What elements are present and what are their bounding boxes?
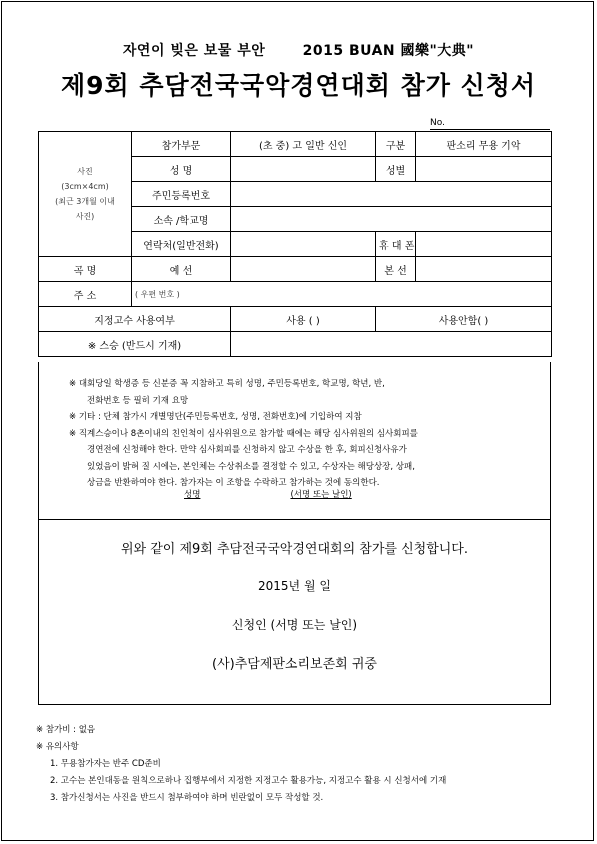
division-label: 구분 bbox=[376, 132, 416, 157]
id-field[interactable] bbox=[231, 182, 552, 207]
mobile-label: 휴 대 폰 bbox=[376, 232, 416, 257]
note-3d: 상금을 반환하여야 한다. 참가자는 이 조항을 수락하고 참가하는 것에 동의한다. bbox=[87, 478, 380, 488]
subtitle bbox=[0, 40, 597, 60]
mobile-field[interactable] bbox=[416, 232, 552, 257]
final-label: 본 선 bbox=[376, 257, 416, 282]
final-field[interactable] bbox=[416, 257, 552, 282]
subtitle-left: 자연이 빚은 보물 부안 bbox=[122, 43, 266, 59]
caution-heading: ※ 유의사항 bbox=[36, 742, 79, 752]
note-2: ※ 기타 : 단체 참가시 개별명단(주민등록번호, 성명, 전화번호)에 기입하여 지참 bbox=[69, 412, 362, 422]
name-label: 성 명 bbox=[132, 157, 231, 182]
sign-hint: (서명 또는 날인) bbox=[290, 490, 352, 500]
page-title: 제9회 추담전국국악경연대회 참가 신청서 bbox=[60, 71, 537, 100]
sign-label: 성명 bbox=[184, 490, 201, 500]
declaration-date[interactable]: 2015년 월 일 bbox=[258, 579, 331, 593]
gender-field[interactable] bbox=[416, 157, 552, 182]
affiliation-label: 소속 /학교명 bbox=[132, 207, 231, 232]
category-label: 참가부문 bbox=[132, 132, 231, 157]
prelim-label: 예 선 bbox=[132, 257, 231, 282]
caution-1: 1. 무용참가자는 반주 CD준비 bbox=[50, 759, 161, 769]
category-levels[interactable]: (초 중) 고 일반 신인 bbox=[231, 132, 376, 157]
note-1b: 전화번호 등 필히 기재 요망 bbox=[87, 395, 189, 406]
set-piece-label: 지정고수 사용여부 bbox=[39, 307, 231, 332]
not-use-option[interactable]: 사용안함( ) bbox=[376, 307, 552, 332]
gender-label: 성별 bbox=[376, 157, 416, 182]
note-3b: 경연전에 신청해야 한다. 만약 심사회피를 신청하지 않고 수상을 한 후, 회피신청사유가 bbox=[87, 445, 407, 455]
phone-label: 연락처(일반전화) bbox=[132, 232, 231, 257]
note-3: ※ 직계스승이나 8촌이내의 친인척이 심사위원으로 참가할 때에는 해당 심사위원의 심사회피를 bbox=[69, 428, 418, 439]
subtitle-right: 2015 BUAN 國樂"大典" bbox=[302, 43, 475, 59]
division-options[interactable]: 판소리 무용 기악 bbox=[416, 132, 552, 157]
address-label: 주 소 bbox=[39, 282, 132, 307]
use-option[interactable]: 사용 ( ) bbox=[231, 307, 376, 332]
declaration-applicant[interactable]: 신청인 (서명 또는 날인) bbox=[231, 618, 358, 632]
id-label: 주민등록번호 bbox=[132, 182, 231, 207]
name-field[interactable] bbox=[231, 157, 376, 182]
fee-note: ※ 참가비 : 없음 bbox=[36, 725, 96, 735]
declaration-text: 위와 같이 제9회 추담전국국악경연대회의 참가를 신청합니다. bbox=[120, 542, 468, 557]
footer-notes bbox=[36, 722, 446, 807]
affiliation-field[interactable] bbox=[231, 207, 552, 232]
declaration-org: (사)추담제판소리보존회 귀중 bbox=[212, 657, 377, 672]
no-field[interactable]: No. bbox=[430, 118, 550, 130]
prelim-field[interactable] bbox=[231, 257, 376, 282]
note-3c: 있었음이 밝혀 질 시에는, 본인체는 수상취소를 결정할 수 있고, 수상자는 해당상장, 상패, bbox=[87, 461, 415, 472]
application-form bbox=[38, 131, 552, 357]
notes-signature[interactable] bbox=[184, 488, 352, 500]
caution-2: 2. 고수는 본인대동을 원칙으로하나 집행부에서 지정한 지정고수 활용가능, 지정고수 활용 시 신청서에 기재 bbox=[50, 776, 447, 786]
address-field[interactable]: ( 우편 번호 ) bbox=[132, 282, 552, 307]
teacher-label: ※ 스승 (반드시 기재) bbox=[39, 332, 231, 357]
photo-box[interactable]: 사진 (3cm×4cm) (최근 3개월 이내 사진) bbox=[39, 132, 132, 257]
teacher-field[interactable] bbox=[231, 332, 552, 357]
caution-3: 3. 참가신청서는 사진을 반드시 첨부하여야 하며 빈란없이 모두 작성할 것. bbox=[50, 793, 324, 803]
phone-field[interactable] bbox=[231, 232, 376, 257]
declaration-section bbox=[38, 519, 551, 705]
note-1: ※ 대회당일 학생증 등 신분증 꼭 지참하고 특히 성명, 주민등록번호, 학교명, 학년, 반, bbox=[69, 379, 385, 389]
piece-label: 곡 명 bbox=[39, 257, 132, 282]
